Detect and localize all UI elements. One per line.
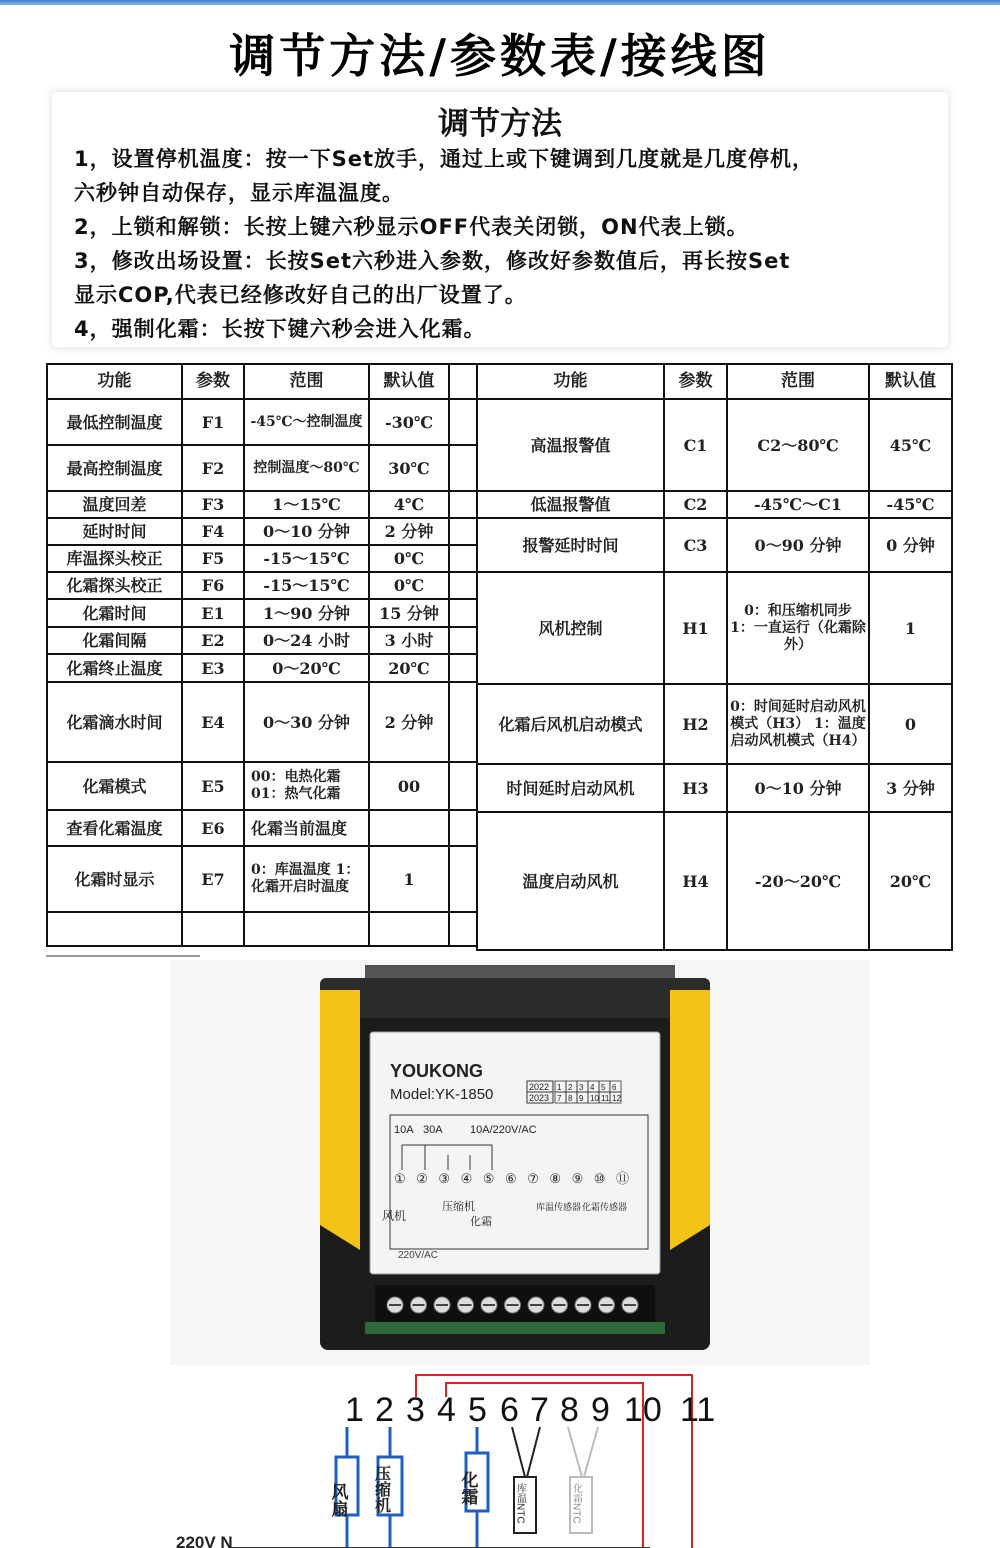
terminal-symbol: ⑦ bbox=[527, 1171, 539, 1186]
cell-range: 1～15℃ bbox=[244, 491, 369, 518]
terminal-screws bbox=[387, 1297, 638, 1313]
terminal-number: 8 bbox=[560, 1391, 579, 1429]
month-cell: 2 bbox=[568, 1083, 573, 1092]
method-line: 六秒钟自动保存，显示库温温度。 bbox=[74, 181, 404, 205]
terminal-symbol: ④ bbox=[460, 1171, 473, 1186]
wiring-box-defrost: 化霜 bbox=[458, 1471, 478, 1505]
method-body bbox=[74, 142, 934, 346]
method-line: 4，强制化霜：长按下键六秒会进入化霜。 bbox=[74, 317, 486, 341]
method-line: 2，上锁和解锁：长按上键六秒显示OFF代表关闭锁，ON代表上锁。 bbox=[74, 215, 749, 239]
cell-default: 3 分钟 bbox=[869, 764, 952, 812]
terminal-number: 5 bbox=[468, 1391, 487, 1429]
cell-default: -30℃ bbox=[369, 399, 449, 445]
cell-function: 低温报警值 bbox=[477, 491, 664, 518]
terminal-symbol: ⑧ bbox=[549, 1171, 562, 1186]
header-param: 参数 bbox=[182, 364, 244, 399]
cell-default: 0 分钟 bbox=[869, 518, 952, 572]
terminal-symbol: ⑥ bbox=[505, 1171, 517, 1186]
cell-param: E1 bbox=[182, 599, 244, 627]
cell-default: 2 分钟 bbox=[369, 682, 449, 762]
year-2022: 2022 bbox=[529, 1082, 550, 1092]
cell-default: -45℃ bbox=[869, 491, 952, 518]
empty-cell bbox=[449, 846, 477, 912]
empty-cell bbox=[449, 654, 477, 682]
cell-default: 15 分钟 bbox=[369, 599, 449, 627]
month-cell: 8 bbox=[568, 1094, 573, 1103]
cell-param: F4 bbox=[182, 518, 244, 545]
table-row bbox=[477, 812, 952, 950]
wiring-power-label: 220V N bbox=[176, 1533, 233, 1548]
cell-param: E4 bbox=[182, 682, 244, 762]
cell-range: 0：库温温度 1：化霜开启时温度 bbox=[244, 846, 369, 912]
table-row bbox=[477, 491, 952, 518]
cell-default: 0℃ bbox=[369, 572, 449, 599]
cell-function: 化霜滴水时间 bbox=[47, 682, 182, 762]
terminal-symbol: ② bbox=[416, 1171, 428, 1186]
year-2023: 2023 bbox=[529, 1093, 550, 1103]
table-row bbox=[477, 684, 952, 764]
label-power: 220V/AC bbox=[398, 1250, 439, 1261]
cell-default: 1 bbox=[369, 846, 449, 912]
parameter-table-left bbox=[46, 363, 478, 947]
header-param: 参数 bbox=[664, 364, 727, 399]
cell-range: -45℃～C1 bbox=[727, 491, 869, 518]
month-cell: 4 bbox=[590, 1083, 595, 1092]
terminal-symbol: ⑨ bbox=[571, 1171, 584, 1186]
header-default: 默认值 bbox=[369, 364, 449, 399]
cell-range: 00：电热化霜 01：热气化霜 bbox=[244, 762, 369, 810]
table-row bbox=[47, 445, 477, 491]
cell-range: 0～10 分钟 bbox=[244, 518, 369, 545]
controller-device-photo bbox=[170, 960, 870, 1365]
cell-param: E5 bbox=[182, 762, 244, 810]
terminal-symbol: ① bbox=[394, 1171, 406, 1186]
cell-range: -15～15℃ bbox=[244, 572, 369, 599]
cell-range: 0：时间延时启动风机模式（H3） 1：温度启动风机模式（H4） bbox=[727, 684, 869, 764]
empty-cell bbox=[449, 491, 477, 518]
empty-cell bbox=[449, 445, 477, 491]
empty-cell bbox=[449, 810, 477, 846]
device-model: Model:YK-1850 bbox=[390, 1086, 494, 1103]
cell-range: 0～90 分钟 bbox=[727, 518, 869, 572]
empty-cell bbox=[449, 572, 477, 599]
parameter-table-right bbox=[476, 363, 953, 951]
cell-default: 4℃ bbox=[369, 491, 449, 518]
rating-10a: 10A bbox=[394, 1124, 414, 1136]
empty-cell bbox=[449, 545, 477, 572]
cell-function: 时间延时启动风机 bbox=[477, 764, 664, 812]
cell-function: 化霜后风机启动模式 bbox=[477, 684, 664, 764]
cell-default: 1 bbox=[869, 572, 952, 684]
cell-function: 化霜探头校正 bbox=[47, 572, 182, 599]
cell-param: C2 bbox=[664, 491, 727, 518]
month-cell: 11 bbox=[601, 1094, 610, 1103]
empty-cell bbox=[449, 399, 477, 445]
method-line: 3，修改出场设置：长按Set六秒进入参数，修改好参数值后，再长按Set bbox=[74, 249, 791, 273]
cell-function: 温度回差 bbox=[47, 491, 182, 518]
terminal-number: 6 bbox=[500, 1391, 519, 1429]
method-title: 调节方法 bbox=[438, 106, 562, 142]
month-cell: 9 bbox=[579, 1094, 584, 1103]
header-function: 功能 bbox=[477, 364, 664, 399]
divider bbox=[46, 955, 200, 957]
label-compressor: 压缩机 bbox=[442, 1201, 475, 1213]
month-cell: 7 bbox=[557, 1094, 562, 1103]
cell-param: E6 bbox=[182, 810, 244, 846]
terminal-number: 9 bbox=[591, 1391, 610, 1429]
cell-function: 化霜终止温度 bbox=[47, 654, 182, 682]
empty-cell bbox=[449, 762, 477, 810]
cell-function: 化霜时间 bbox=[47, 599, 182, 627]
header-range: 范围 bbox=[727, 364, 869, 399]
month-cell: 3 bbox=[579, 1083, 584, 1092]
table-row bbox=[47, 491, 477, 518]
cell-param: C1 bbox=[664, 399, 727, 491]
cell-default: 2 分钟 bbox=[369, 518, 449, 545]
table-row bbox=[47, 518, 477, 545]
cell-function: 报警延时时间 bbox=[477, 518, 664, 572]
top-accent-line bbox=[0, 0, 1000, 5]
wiring-box-room-ntc: 库温NTC bbox=[514, 1483, 526, 1524]
table-row bbox=[47, 846, 477, 912]
cell-function: 库温探头校正 bbox=[47, 545, 182, 572]
cell-function: 高温报警值 bbox=[477, 399, 664, 491]
empty-cell bbox=[449, 627, 477, 654]
cell-default: 30℃ bbox=[369, 445, 449, 491]
table-row bbox=[477, 518, 952, 572]
terminal-number: 4 bbox=[437, 1391, 456, 1429]
cell-default: 3 小时 bbox=[369, 627, 449, 654]
cell-default: 0 bbox=[869, 684, 952, 764]
terminal-number: 7 bbox=[530, 1391, 549, 1429]
table-row bbox=[47, 654, 477, 682]
cell-function: 延时时间 bbox=[47, 518, 182, 545]
cell-range: 0～24 小时 bbox=[244, 627, 369, 654]
method-line: 显示COP,代表已经修改好自己的出厂设置了。 bbox=[74, 283, 527, 307]
empty-cell bbox=[449, 682, 477, 762]
cell-range: C2～80℃ bbox=[727, 399, 869, 491]
terminal-number: 1 bbox=[345, 1391, 364, 1429]
cell-default: 20℃ bbox=[369, 654, 449, 682]
cell-range: 1～90 分钟 bbox=[244, 599, 369, 627]
table-row-empty bbox=[47, 912, 477, 946]
method-card bbox=[52, 92, 948, 347]
header-function: 功能 bbox=[47, 364, 182, 399]
cell-range: 0～10 分钟 bbox=[727, 764, 869, 812]
terminal-symbol: ⑪ bbox=[616, 1171, 630, 1186]
cell-default: 20℃ bbox=[869, 812, 952, 950]
method-line: 1，设置停机温度：按一下Set放手，通过上或下键调到几度就是几度停机， bbox=[74, 147, 815, 171]
cell-function: 最高控制温度 bbox=[47, 445, 182, 491]
cell-function: 化霜间隔 bbox=[47, 627, 182, 654]
label-fan: 风机 bbox=[382, 1209, 407, 1223]
table-row bbox=[47, 599, 477, 627]
cell-range: 控制温度～80℃ bbox=[244, 445, 369, 491]
cell-param: H4 bbox=[664, 812, 727, 950]
terminal-number: 2 bbox=[375, 1391, 394, 1429]
empty-cell bbox=[449, 518, 477, 545]
cell-range: 0～30 分钟 bbox=[244, 682, 369, 762]
cell-default: 00 bbox=[369, 762, 449, 810]
terminal-symbol: ⑩ bbox=[593, 1171, 606, 1186]
cell-param: F5 bbox=[182, 545, 244, 572]
cell-range: -45℃～控制温度 bbox=[244, 399, 369, 445]
cell-default: 0℃ bbox=[369, 545, 449, 572]
cell-param: H2 bbox=[664, 684, 727, 764]
cell-param: E3 bbox=[182, 654, 244, 682]
table-row bbox=[477, 399, 952, 491]
device-brand: YOUKONG bbox=[390, 1061, 484, 1081]
table-row bbox=[47, 682, 477, 762]
header-range: 范围 bbox=[244, 364, 369, 399]
cell-range: 0：和压缩机同步 1：一直运行（化霜除外） bbox=[727, 572, 869, 684]
cell-param: F3 bbox=[182, 491, 244, 518]
cell-function: 最低控制温度 bbox=[47, 399, 182, 445]
cell-param: H3 bbox=[664, 764, 727, 812]
cell-function: 温度启动风机 bbox=[477, 812, 664, 950]
month-cell: 6 bbox=[612, 1083, 617, 1092]
table-row bbox=[477, 572, 952, 684]
table-row bbox=[47, 545, 477, 572]
rating-30a: 30A bbox=[423, 1124, 443, 1136]
terminal-numbers bbox=[345, 1391, 715, 1429]
cell-default bbox=[369, 810, 449, 846]
wiring-diagram bbox=[150, 1365, 850, 1548]
terminal-symbol: ③ bbox=[438, 1171, 451, 1186]
cell-param: E7 bbox=[182, 846, 244, 912]
terminal-symbol: ⑤ bbox=[482, 1171, 495, 1186]
cell-function: 化霜模式 bbox=[47, 762, 182, 810]
header-default: 默认值 bbox=[869, 364, 952, 399]
table-row bbox=[47, 810, 477, 846]
cell-function: 化霜时显示 bbox=[47, 846, 182, 912]
cell-param: F6 bbox=[182, 572, 244, 599]
table-row bbox=[47, 762, 477, 810]
cell-range: 0～20℃ bbox=[244, 654, 369, 682]
cell-param: C3 bbox=[664, 518, 727, 572]
cell-range: -15～15℃ bbox=[244, 545, 369, 572]
terminal-number: 11 bbox=[680, 1391, 716, 1429]
label-room-sensor: 库温传感器 bbox=[536, 1202, 582, 1212]
cell-default: 45℃ bbox=[869, 399, 952, 491]
wiring-box-compressor: 压缩机 bbox=[372, 1465, 390, 1513]
cell-range: 化霜当前温度 bbox=[244, 810, 369, 846]
rating-10a-220v: 10A/220V/AC bbox=[470, 1124, 537, 1136]
month-cell: 10 bbox=[590, 1094, 599, 1103]
empty-cell bbox=[449, 364, 477, 399]
table-row bbox=[47, 399, 477, 445]
label-defrost-sensor: 化霜传感器 bbox=[582, 1202, 628, 1212]
page-title: 调节方法/参数表/接线图 bbox=[229, 29, 771, 83]
cell-range: -20～20℃ bbox=[727, 812, 869, 950]
cell-param: H1 bbox=[664, 572, 727, 684]
wiring-box-defrost-ntc: 化霜NTC bbox=[570, 1483, 582, 1524]
table-row bbox=[47, 627, 477, 654]
cell-param: E2 bbox=[182, 627, 244, 654]
wiring-box-fan: 风扇 bbox=[328, 1483, 348, 1517]
month-cell: 1 bbox=[557, 1083, 562, 1092]
label-defrost: 化霜 bbox=[470, 1216, 492, 1228]
empty-cell bbox=[449, 599, 477, 627]
table-row bbox=[47, 572, 477, 599]
month-cell: 12 bbox=[612, 1094, 621, 1103]
terminal-number: 3 bbox=[406, 1391, 425, 1429]
cell-function: 风机控制 bbox=[477, 572, 664, 684]
cell-param: F2 bbox=[182, 445, 244, 491]
table-row bbox=[477, 764, 952, 812]
month-cell: 5 bbox=[601, 1083, 606, 1092]
terminal-number: 10 bbox=[624, 1391, 662, 1429]
cell-param: F1 bbox=[182, 399, 244, 445]
cell-function: 查看化霜温度 bbox=[47, 810, 182, 846]
